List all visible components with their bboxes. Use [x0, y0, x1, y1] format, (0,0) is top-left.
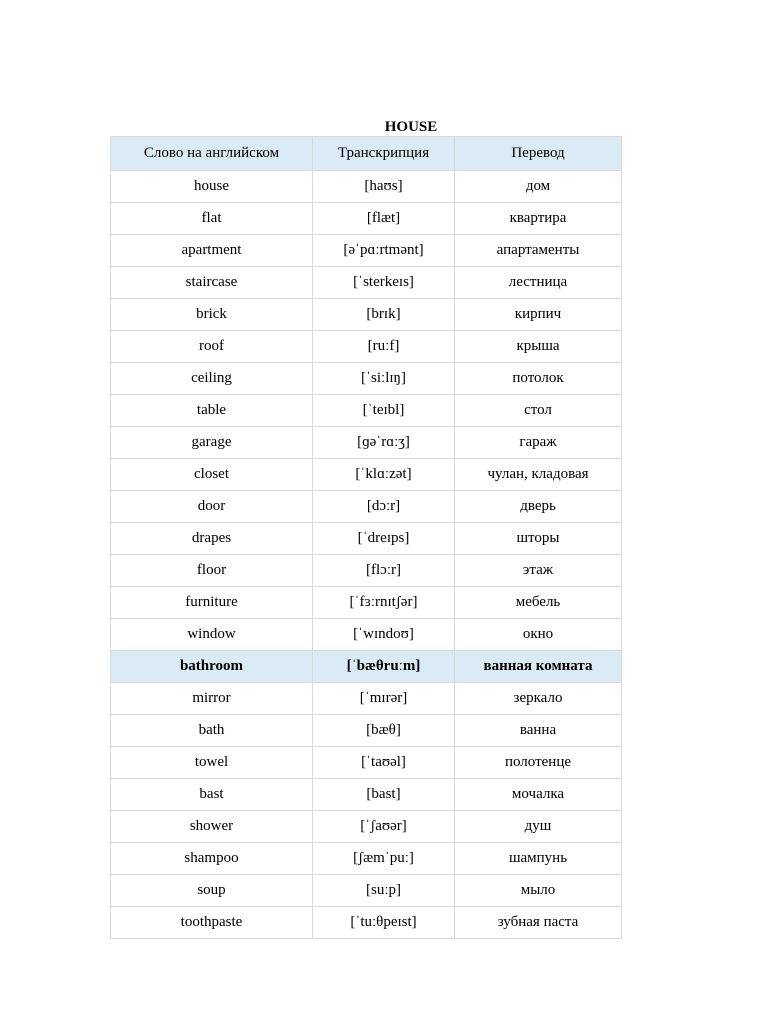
- cell-word: soup: [111, 875, 313, 907]
- table-row: [111, 363, 622, 395]
- table-row: [111, 843, 622, 875]
- cell-translation: потолок: [455, 363, 622, 395]
- table-row: [111, 427, 622, 459]
- table-row: [111, 395, 622, 427]
- table-row: [111, 555, 622, 587]
- cell-translation: ванна: [455, 715, 622, 747]
- cell-transcription: [ˈwɪndoʊ]: [313, 619, 455, 651]
- cell-translation: душ: [455, 811, 622, 843]
- column-header-transcription: Транскрипция: [313, 137, 455, 171]
- table-row: [111, 587, 622, 619]
- table-row: [111, 331, 622, 363]
- cell-transcription: [ˈsiːlɪŋ]: [313, 363, 455, 395]
- cell-word: drapes: [111, 523, 313, 555]
- cell-word: closet: [111, 459, 313, 491]
- table-row: [111, 715, 622, 747]
- cell-transcription: [ˈʃaʊər]: [313, 811, 455, 843]
- column-header-word: Слово на английском: [111, 137, 313, 171]
- column-header-translation: Перевод: [455, 137, 622, 171]
- cell-transcription: [bast]: [313, 779, 455, 811]
- cell-transcription: [ˈbæθruːm]: [313, 651, 455, 683]
- cell-translation: чулан, кладовая: [455, 459, 622, 491]
- table-row: [111, 907, 622, 939]
- table-row: [111, 235, 622, 267]
- cell-word: brick: [111, 299, 313, 331]
- table-row: [111, 299, 622, 331]
- cell-transcription: [ˈdreɪps]: [313, 523, 455, 555]
- cell-word: staircase: [111, 267, 313, 299]
- table-row: [111, 811, 622, 843]
- cell-word: door: [111, 491, 313, 523]
- cell-word: ceiling: [111, 363, 313, 395]
- cell-word: floor: [111, 555, 313, 587]
- cell-transcription: [ˈtuːθpeɪst]: [313, 907, 455, 939]
- cell-transcription: [ˈfɜːrnɪtʃər]: [313, 587, 455, 619]
- cell-transcription: [ˈklɑːzət]: [313, 459, 455, 491]
- cell-translation: окно: [455, 619, 622, 651]
- table-row: [111, 171, 622, 203]
- table-row: [111, 523, 622, 555]
- cell-translation: лестница: [455, 267, 622, 299]
- table-row: [111, 779, 622, 811]
- cell-word: flat: [111, 203, 313, 235]
- cell-translation: шторы: [455, 523, 622, 555]
- cell-translation: стол: [455, 395, 622, 427]
- cell-word: shower: [111, 811, 313, 843]
- cell-translation: мыло: [455, 875, 622, 907]
- table-row: [111, 619, 622, 651]
- cell-translation: полотенце: [455, 747, 622, 779]
- cell-translation: крыша: [455, 331, 622, 363]
- cell-translation: шампунь: [455, 843, 622, 875]
- cell-translation: ванная комната: [455, 651, 622, 683]
- cell-transcription: [ʃæmˈpuː]: [313, 843, 455, 875]
- cell-translation: этаж: [455, 555, 622, 587]
- cell-word: shampoo: [111, 843, 313, 875]
- table-header: [111, 137, 622, 171]
- cell-transcription: [flæt]: [313, 203, 455, 235]
- cell-word: roof: [111, 331, 313, 363]
- cell-transcription: [dɔːr]: [313, 491, 455, 523]
- table-row: [111, 875, 622, 907]
- cell-translation: дом: [455, 171, 622, 203]
- cell-transcription: [ˈteɪbl]: [313, 395, 455, 427]
- cell-transcription: [ɡəˈrɑːʒ]: [313, 427, 455, 459]
- cell-transcription: [ˈmɪrər]: [313, 683, 455, 715]
- cell-word: toothpaste: [111, 907, 313, 939]
- cell-word: bast: [111, 779, 313, 811]
- cell-transcription: [flɔːr]: [313, 555, 455, 587]
- cell-transcription: [brɪk]: [313, 299, 455, 331]
- cell-word: window: [111, 619, 313, 651]
- table-row: [111, 747, 622, 779]
- cell-transcription: [suːp]: [313, 875, 455, 907]
- cell-transcription: [ruːf]: [313, 331, 455, 363]
- table-row: [111, 267, 622, 299]
- cell-transcription: [haʊs]: [313, 171, 455, 203]
- cell-translation: мочалка: [455, 779, 622, 811]
- cell-translation: кирпич: [455, 299, 622, 331]
- cell-translation: гараж: [455, 427, 622, 459]
- vocabulary-table: [110, 136, 622, 939]
- cell-word: furniture: [111, 587, 313, 619]
- cell-translation: апартаменты: [455, 235, 622, 267]
- cell-transcription: [əˈpɑːrtmənt]: [313, 235, 455, 267]
- cell-word: table: [111, 395, 313, 427]
- table-row: [111, 491, 622, 523]
- cell-transcription: [ˈsterkeɪs]: [313, 267, 455, 299]
- table-row: [111, 459, 622, 491]
- page-title: HOUSE: [384, 119, 438, 135]
- cell-translation: мебель: [455, 587, 622, 619]
- table-row: [111, 203, 622, 235]
- cell-word: garage: [111, 427, 313, 459]
- cell-translation: квартира: [455, 203, 622, 235]
- section-header-row: [111, 651, 622, 683]
- table-row: [111, 683, 622, 715]
- cell-word: mirror: [111, 683, 313, 715]
- cell-word: towel: [111, 747, 313, 779]
- table-body: [111, 171, 622, 939]
- header-row: [111, 137, 622, 171]
- cell-word: apartment: [111, 235, 313, 267]
- cell-translation: зеркало: [455, 683, 622, 715]
- cell-word: bath: [111, 715, 313, 747]
- cell-word: bathroom: [111, 651, 313, 683]
- cell-word: house: [111, 171, 313, 203]
- cell-translation: дверь: [455, 491, 622, 523]
- cell-transcription: [ˈtaʊəl]: [313, 747, 455, 779]
- cell-translation: зубная паста: [455, 907, 622, 939]
- cell-transcription: [bæθ]: [313, 715, 455, 747]
